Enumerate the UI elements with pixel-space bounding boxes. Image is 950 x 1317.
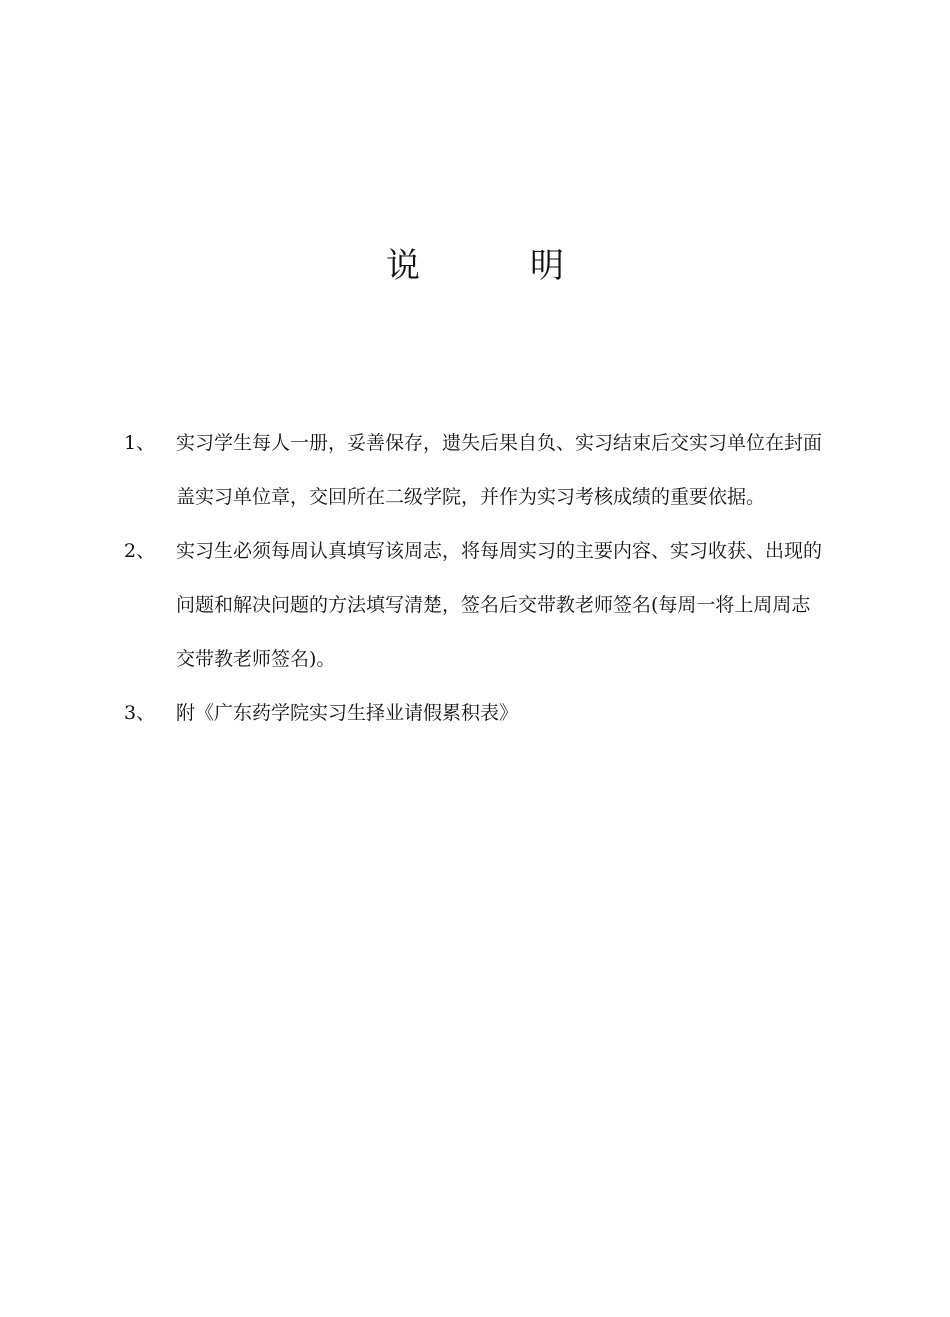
instructions-list [124,416,824,740]
instruction-text: 实习学生每人一册，妥善保存，遗失后果自负、实习结束后交实习单位在封面盖实习单位章，交回所在二级学院，并作为实习考核成绩的重要依据。 [176,432,823,508]
instruction-item-2 [124,524,824,686]
instruction-number: 2、 [124,540,156,562]
instruction-number: 1、 [124,432,156,454]
instruction-item-1 [124,416,824,524]
instruction-number: 3、 [124,702,156,724]
page-title: 说 明 [386,246,602,286]
instruction-text: 附《广东药学院实习生择业请假累积表》 [176,702,519,724]
instruction-text: 实习生必须每周认真填写该周志，将每周实习的主要内容、实习收获、出现的问题和解决问题的方法填写清楚，签名后交带教老师签名(每周一将上周周志交带教老师签名)。 [176,540,823,670]
instruction-item-3 [124,686,824,740]
